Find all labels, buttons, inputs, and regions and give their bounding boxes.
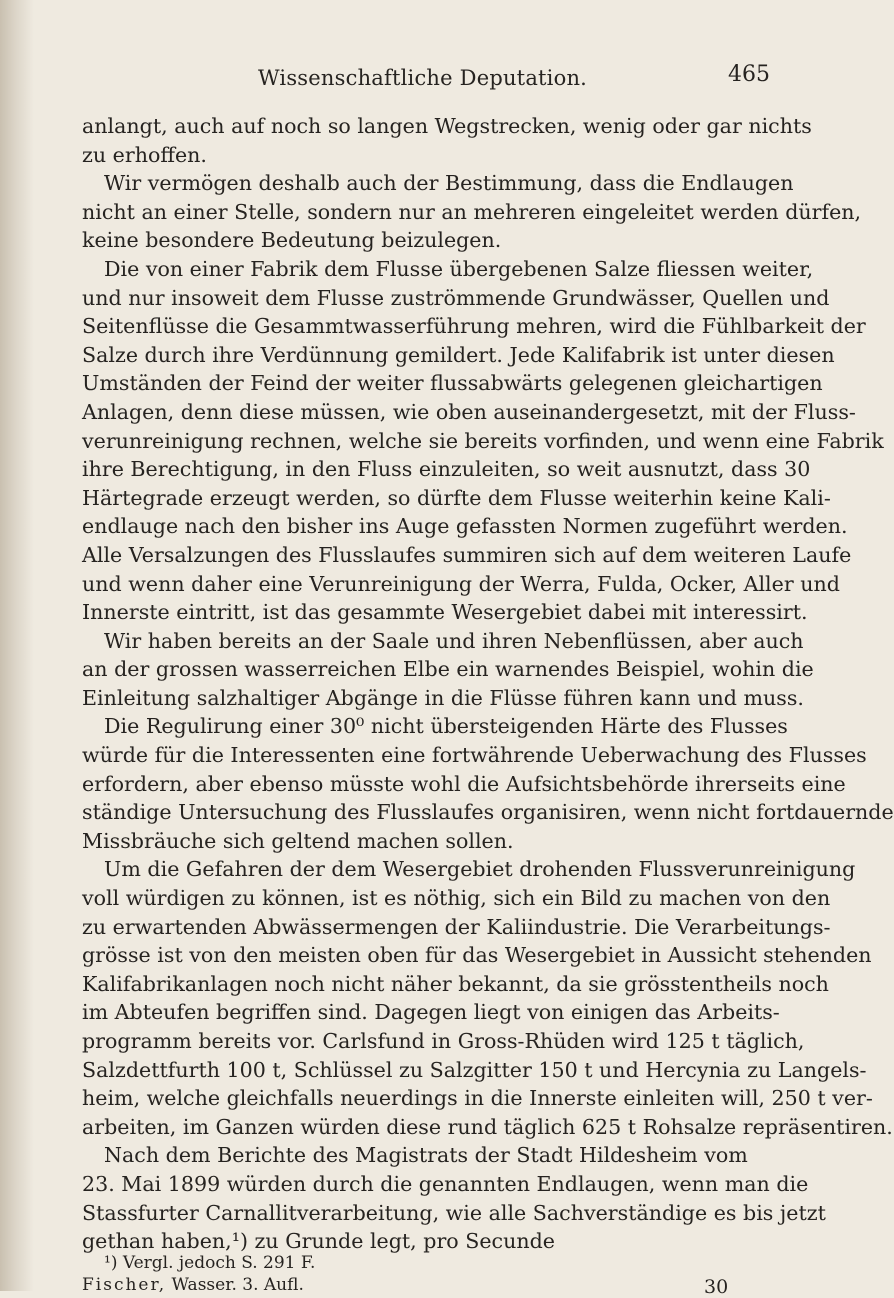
text-line: Umständen der Feind der weiter flussabwärts gelegenen gleichartigen [82,371,823,396]
text-line: Salze durch ihre Verdünnung gemildert. Jede Kalifabrik ist unter diesen [82,342,835,367]
page-number: 465 [728,62,770,87]
text-line: Wir vermögen deshalb auch der Bestimmung, dass die Endlaugen [104,171,794,196]
text-line: Alle Versalzungen des Flusslaufes summiren sich auf dem weiteren Laufe [82,542,852,567]
page-header [0,62,800,92]
text-line: verunreinigung rechnen, welche sie bereits vorfinden, und wenn eine Fabrik [82,428,884,453]
text-line: zu erwartenden Abwässermengen der Kaliindustrie. Die Verarbeitungs- [82,914,831,939]
footnote-author: Fischer, [82,1275,167,1295]
footnote-line: ¹) Vergl. jedoch S. 291 F. [104,1253,316,1273]
text-line: erfordern, aber ebenso müsste wohl die Aufsichtsbehörde ihrerseits eine [82,771,846,796]
text-line: arbeiten, im Ganzen würden diese rund täglich 625 t Rohsalze repräsentiren. [82,1114,893,1139]
text-line: Salzdettfurth 100 t, Schlüssel zu Salzgitter 150 t und Hercynia zu Langels- [82,1057,867,1082]
text-line: heim, welche gleichfalls neuerdings in die Innerste einleiten will, 250 t ver- [82,1086,873,1111]
text-line: Stassfurter Carnallitverarbeitung, wie alle Sachverständige es bis jetzt [82,1200,826,1225]
text-line: zu erhoffen. [82,142,207,167]
signature-mark: 30 [704,1276,729,1298]
text-line: keine besondere Bedeutung beizulegen. [82,228,502,253]
page-edge-shadow [0,0,34,1291]
text-line: voll würdigen zu können, ist es nöthig, sich ein Bild zu machen von den [82,886,831,911]
text-line: Seitenflüsse die Gesammtwasserführung mehren, wird die Fühlbarkeit der [82,314,866,339]
text-line: und wenn daher eine Verunreinigung der Werra, Fulda, Ocker, Aller und [82,571,840,596]
text-line: Einleitung salzhaltiger Abgänge in die Flüsse führen kann und muss. [82,685,804,710]
footnote [82,1252,738,1296]
text-line: an der grossen wasserreichen Elbe ein warnendes Beispiel, wohin die [82,657,814,682]
text-line: ständige Untersuchung des Flusslaufes organisiren, wenn nicht fortdauernde [82,800,894,825]
text-line: Innerste eintritt, ist das gesammte Wesergebiet dabei mit interessirt. [82,600,808,625]
text-line: Nach dem Berichte des Magistrats der Stadt Hildesheim vom [104,1143,748,1168]
text-line: endlauge nach den bisher ins Auge gefassten Normen zugeführt werden. [82,514,848,539]
text-line: im Abteufen begriffen sind. Dagegen liegt von einigen das Arbeits- [82,1000,780,1025]
running-head: Wissenschaftliche Deputation. [258,66,588,90]
text-line: 23. Mai 1899 würden durch die genannten Endlaugen, wenn man die [82,1171,809,1196]
text-line: Kalifabrikanlagen noch nicht näher bekannt, da sie grösstentheils noch [82,971,829,996]
text-line: Die Regulirung einer 30⁰ nicht übersteigenden Härte des Flusses [104,714,788,739]
text-line: Wir haben bereits an der Saale und ihren Nebenflüssen, aber auch [104,628,804,653]
text-line: grösse ist von den meisten oben für das Wesergebiet in Aussicht stehenden [82,943,872,968]
text-line: Missbräuche sich geltend machen sollen. [82,828,514,853]
text-line: nicht an einer Stelle, sondern nur an mehreren eingeleitet werden dürfen, [82,199,862,224]
body-text [82,112,894,1256]
footnote-source: Wasser. 3. Aufl. [166,1275,304,1295]
footnote-line [82,1274,738,1296]
text-line: würde für die Interessenten eine fortwährende Ueberwachung des Flusses [82,743,867,768]
text-line: Um die Gefahren der dem Wesergebiet drohenden Flussverunreinigung [104,857,856,882]
text-line: und nur insoweit dem Flusse zuströmmende Grundwässer, Quellen und [82,285,830,310]
text-line: ihre Berechtigung, in den Fluss einzuleiten, so weit ausnutzt, dass 30 [82,457,811,482]
text-line: anlangt, auch auf noch so langen Wegstrecken, wenig oder gar nichts [82,114,812,138]
text-line: Härtegrade erzeugt werden, so dürfte dem Flusse weiterhin keine Kali- [82,485,831,510]
text-line: Die von einer Fabrik dem Flusse übergebenen Salze fliessen weiter, [104,256,814,281]
text-line: Anlagen, denn diese müssen, wie oben auseinandergesetzt, mit der Fluss- [82,399,856,424]
text-line: gethan haben,¹) zu Grunde legt, pro Secunde [82,1229,555,1254]
text-line: programm bereits vor. Carlsfund in Gross-Rhüden wird 125 t täglich, [82,1029,805,1053]
